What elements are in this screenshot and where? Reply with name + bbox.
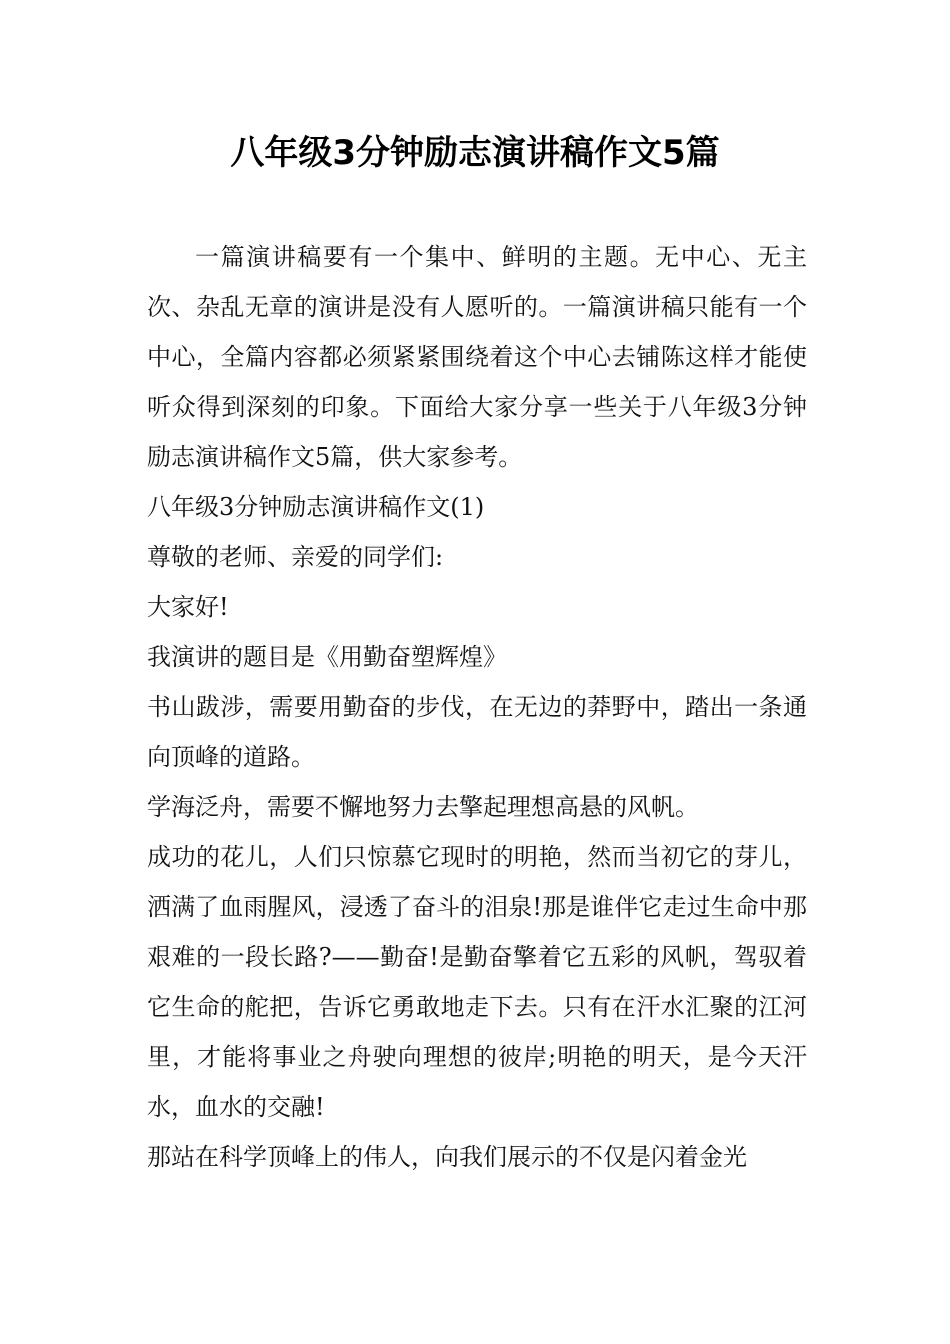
body-paragraph: 那站在科学顶峰上的伟人，向我们展示的不仅是闪着金光 bbox=[147, 1143, 747, 1171]
body-paragraph: 成功的花儿，人们只惊慕它现时的明艳，然而当初它的芽儿，洒满了血雨腥风，浸透了奋斗的泪泉!那是谁伴它走过生命中那艰难的一段长路?——勤奋!是勤奋擎着它五彩的风帆，驾驭着它生命的舵把，告诉它勇敢地走下去。只有在汗水汇聚的江河里，才能将事业之舟驶向理想的彼岸;明艳的明天，是今天汗水，血水的交融! bbox=[147, 843, 807, 1121]
intro-paragraph: 一篇演讲稿要有一个集中、鲜明的主题。无中心、无主次、杂乱无章的演讲是没有人愿听的。一篇演讲稿只能有一个中心，全篇内容都必须紧紧围绕着这个中心去铺陈这样才能使听众得到深刻的印象。下面给大家分享一些关于八年级3分钟励志演讲稿作文5篇，供大家参考。 bbox=[147, 243, 807, 471]
section-heading: 八年级3分钟励志演讲稿作文(1) bbox=[147, 493, 485, 521]
speech-topic: 我演讲的题目是《用勤奋塑辉煌》 bbox=[147, 643, 507, 671]
document-body bbox=[147, 232, 807, 1182]
salutation: 尊敬的老师、亲爱的同学们: bbox=[147, 543, 444, 571]
body-paragraph: 书山跋涉，需要用勤奋的步伐，在无边的莽野中，踏出一条通向顶峰的道路。 bbox=[147, 693, 807, 771]
document-title: 八年级3分钟励志演讲稿作文5篇 bbox=[230, 133, 720, 173]
body-paragraph: 学海泛舟，需要不懈地努力去擎起理想高悬的风帆。 bbox=[147, 793, 699, 821]
greeting: 大家好! bbox=[147, 593, 229, 621]
